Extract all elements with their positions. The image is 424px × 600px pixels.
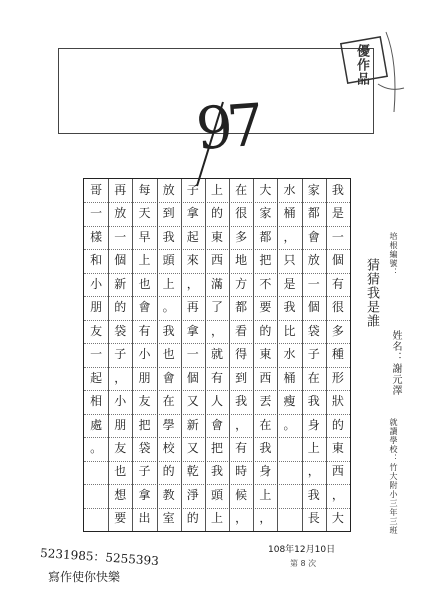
- handwritten-character: 友: [90, 323, 103, 338]
- handwritten-character: 頭: [162, 253, 175, 268]
- handwritten-character: 的: [162, 464, 175, 479]
- handwritten-character: 把: [210, 440, 223, 455]
- handwritten-character: 出: [138, 511, 151, 526]
- handwritten-character: 一: [114, 229, 127, 244]
- handwritten-character: 哥: [90, 183, 103, 197]
- handwritten-character: 會: [138, 300, 151, 315]
- handwritten-character: 拿: [138, 487, 151, 502]
- handwritten-character: 地: [235, 253, 248, 268]
- handwritten-character: ，: [331, 487, 344, 502]
- handwritten-character: 。: [162, 300, 175, 315]
- handwritten-character: 處: [90, 417, 103, 432]
- handwritten-character: 天: [138, 206, 151, 221]
- handwritten-character: 比: [283, 323, 296, 338]
- handwritten-character: 。: [90, 440, 103, 455]
- handwritten-character: 把: [259, 253, 272, 268]
- handwritten-character: 到: [235, 370, 248, 385]
- handwritten-character: 到: [162, 206, 175, 221]
- handwritten-character: 會: [210, 417, 223, 432]
- handwritten-character: 把: [138, 417, 151, 432]
- handwritten-character: 很: [331, 300, 344, 315]
- handwritten-character: 個: [186, 370, 199, 385]
- handwritten-character: 是: [331, 206, 344, 221]
- handwritten-character: 桶: [283, 370, 296, 385]
- handwritten-character: 我: [307, 394, 320, 409]
- handwritten-character: 種: [331, 347, 344, 362]
- handwritten-character: 會: [162, 370, 175, 385]
- handwritten-character: ，: [235, 417, 248, 432]
- excellence-stamp: [338, 22, 408, 122]
- handwritten-character: 在: [307, 370, 320, 385]
- handwritten-character: 相: [90, 394, 103, 409]
- handwritten-character: 和: [90, 253, 103, 268]
- handwritten-character: 朋: [138, 370, 151, 385]
- handwritten-character: 起: [186, 229, 199, 244]
- handwritten-character: 上: [162, 276, 175, 291]
- page-text: 第 8 次: [290, 559, 317, 568]
- handwritten-character: 再: [186, 300, 199, 315]
- handwritten-character: 的: [186, 511, 199, 526]
- handwritten-character: 每: [138, 183, 151, 197]
- handwritten-character: 丟: [259, 394, 272, 409]
- handwritten-character: [278, 460, 302, 483]
- handwritten-character: 在: [235, 183, 248, 197]
- handwritten-character: 上: [210, 183, 223, 197]
- handwritten-character: 子: [307, 347, 320, 362]
- handwritten-character: 一: [90, 347, 103, 362]
- handwritten-character: 在: [162, 394, 175, 409]
- handwritten-character: 樣: [90, 229, 103, 244]
- handwritten-character: 長: [307, 511, 320, 526]
- handwritten-character: 小: [90, 276, 103, 291]
- handwritten-character: 不: [259, 276, 272, 291]
- handwritten-character: 上: [210, 511, 223, 526]
- handwritten-character: 得: [235, 347, 248, 362]
- handwritten-character: 我: [283, 300, 296, 315]
- handwritten-character: [278, 437, 302, 460]
- handwritten-character: 是: [283, 276, 296, 291]
- handwritten-character: 我: [162, 229, 175, 244]
- handwritten-character: 候: [235, 487, 248, 502]
- handwritten-character: 時: [235, 464, 248, 479]
- handwritten-character: ，: [210, 323, 223, 338]
- handwritten-character: 放: [307, 253, 320, 268]
- text-column: [302, 179, 326, 531]
- school-label: 就讀學校：竹大附小三年三班: [389, 418, 398, 535]
- text-column: [108, 179, 132, 531]
- handwritten-character: 我: [162, 323, 175, 338]
- handwritten-character: 滿: [210, 276, 223, 291]
- text-column: [205, 179, 229, 531]
- handwritten-character: 新: [186, 417, 199, 432]
- class-label: 培根編號：: [389, 232, 398, 277]
- handwritten-character: 有: [331, 276, 344, 291]
- handwritten-character: 只: [283, 253, 296, 268]
- handwritten-character: 小: [138, 347, 151, 362]
- handwritten-character: 袋: [114, 323, 127, 338]
- handwritten-character: 西: [210, 253, 223, 268]
- handwritten-character: 家: [259, 206, 272, 221]
- handwritten-character: 方: [235, 276, 248, 291]
- handwritten-character: 我: [331, 183, 344, 197]
- text-column: [157, 179, 181, 531]
- handwritten-character: 子: [186, 183, 199, 197]
- handwritten-character: 會: [307, 229, 320, 244]
- handwritten-character: 頭: [210, 487, 223, 502]
- handwritten-character: 放: [114, 206, 127, 221]
- handwritten-character: 來: [186, 253, 199, 268]
- handwritten-character: 水: [283, 183, 296, 197]
- handwritten-character: 個: [331, 253, 344, 268]
- handwritten-character: 教: [162, 487, 175, 502]
- handwritten-character: 要: [259, 300, 272, 315]
- handwritten-character: 個: [114, 253, 127, 268]
- text-column: [181, 179, 205, 531]
- handwritten-character: 想: [114, 487, 127, 502]
- handwritten-character: 再: [114, 183, 127, 197]
- handwritten-character: 多: [331, 323, 344, 338]
- handwritten-character: 又: [186, 440, 199, 455]
- handwritten-character: 室: [162, 511, 175, 526]
- handwritten-character: [84, 484, 108, 507]
- name-label: 姓名：謝元澤: [390, 330, 401, 396]
- handwritten-character: 友: [138, 394, 151, 409]
- handwritten-character: 大: [331, 511, 344, 526]
- handwritten-character: 小: [114, 394, 127, 409]
- handwritten-character: 又: [186, 394, 199, 409]
- handwritten-character: 上: [259, 487, 272, 502]
- handwritten-character: 看: [235, 323, 248, 338]
- handwritten-character: 我: [259, 440, 272, 455]
- handwritten-character: 家: [307, 183, 320, 197]
- phone-text: 5231985：5255393: [39, 545, 160, 569]
- handwritten-character: ，: [307, 464, 320, 479]
- handwritten-character: 東: [259, 347, 272, 362]
- handwritten-character: 也: [114, 464, 127, 479]
- handwritten-character: 個: [307, 300, 320, 315]
- title-label: 猜猜我是誰: [364, 258, 379, 328]
- handwritten-character: 子: [138, 464, 151, 479]
- stamp-text: 優作品: [354, 44, 369, 86]
- handwritten-character: 拿: [186, 323, 199, 338]
- handwritten-character: 的: [210, 206, 223, 221]
- handwritten-character: 身: [259, 464, 272, 479]
- handwritten-character: 有: [210, 370, 223, 385]
- handwritten-character: [84, 507, 108, 530]
- text-column: [229, 179, 253, 531]
- handwritten-character: 東: [210, 229, 223, 244]
- handwritten-character: ，: [235, 511, 248, 526]
- handwritten-character: 人: [210, 394, 223, 409]
- handwritten-character: 很: [235, 206, 248, 221]
- handwritten-character: 在: [259, 417, 272, 432]
- handwritten-character: 瘦: [283, 394, 296, 409]
- handwritten-character: ，: [283, 229, 296, 244]
- handwritten-character: 學: [162, 417, 175, 432]
- handwritten-character: 袋: [307, 323, 320, 338]
- handwritten-character: 放: [162, 183, 175, 197]
- handwritten-character: 水: [283, 347, 296, 362]
- handwritten-character: 我: [210, 464, 223, 479]
- handwritten-character: 也: [162, 347, 175, 362]
- handwritten-character: [278, 484, 302, 507]
- handwritten-character: 拿: [186, 206, 199, 221]
- text-column: [278, 179, 302, 531]
- handwritten-character: 多: [235, 229, 248, 244]
- handwritten-character: 都: [235, 300, 248, 315]
- handwritten-character: 淨: [186, 487, 199, 502]
- handwritten-character: 一: [186, 347, 199, 362]
- handwritten-character: 桶: [283, 206, 296, 221]
- handwritten-character: ，: [259, 511, 272, 526]
- handwritten-character: 要: [114, 511, 127, 526]
- handwritten-character: 形: [331, 370, 344, 385]
- handwritten-character: 一: [307, 276, 320, 291]
- handwritten-character: 友: [114, 440, 127, 455]
- handwritten-character: 東: [331, 440, 344, 455]
- handwritten-character: 子: [114, 347, 127, 362]
- handwritten-character: [278, 507, 302, 530]
- handwritten-character: 也: [138, 276, 151, 291]
- handwritten-character: 都: [307, 206, 320, 221]
- score-mark: 97: [193, 90, 261, 164]
- date-text: 108年12月10日: [268, 545, 336, 555]
- text-column: [253, 179, 277, 531]
- handwritten-character: 西: [259, 370, 272, 385]
- handwritten-character: 上: [138, 253, 151, 268]
- handwritten-character: 一: [90, 206, 103, 221]
- text-column: [84, 179, 108, 531]
- handwritten-character: 狀: [331, 394, 344, 409]
- handwritten-character: 大: [259, 183, 272, 197]
- handwritten-character: 有: [235, 440, 248, 455]
- handwritten-character: 的: [331, 417, 344, 432]
- handwritten-character: 的: [259, 323, 272, 338]
- writing-grid: [83, 178, 351, 532]
- slogan-text: 寫作使你快樂: [48, 570, 121, 584]
- handwritten-character: 起: [90, 370, 103, 385]
- text-column: [132, 179, 156, 531]
- handwritten-character: 都: [259, 229, 272, 244]
- handwritten-character: ，: [186, 276, 199, 291]
- handwritten-character: 就: [210, 347, 223, 362]
- handwritten-character: 西: [331, 464, 344, 479]
- text-column: [326, 179, 350, 531]
- handwritten-character: 一: [331, 229, 344, 244]
- handwritten-character: [84, 460, 108, 483]
- handwritten-character: 的: [114, 300, 127, 315]
- handwritten-character: 身: [307, 417, 320, 432]
- handwritten-character: 上: [307, 440, 320, 455]
- score-slash: [195, 100, 225, 190]
- handwritten-character: 乾: [186, 464, 199, 479]
- handwritten-character: 我: [235, 394, 248, 409]
- handwritten-character: 朋: [114, 417, 127, 432]
- handwritten-character: ，: [114, 370, 127, 385]
- handwritten-character: 早: [138, 229, 151, 244]
- handwritten-character: 新: [114, 276, 127, 291]
- handwritten-character: 了: [210, 300, 223, 315]
- handwritten-character: 袋: [138, 440, 151, 455]
- handwritten-character: 校: [162, 440, 175, 455]
- handwritten-character: 我: [307, 487, 320, 502]
- handwritten-character: 有: [138, 323, 151, 338]
- handwritten-character: 。: [283, 417, 296, 432]
- handwritten-character: 朋: [90, 300, 103, 315]
